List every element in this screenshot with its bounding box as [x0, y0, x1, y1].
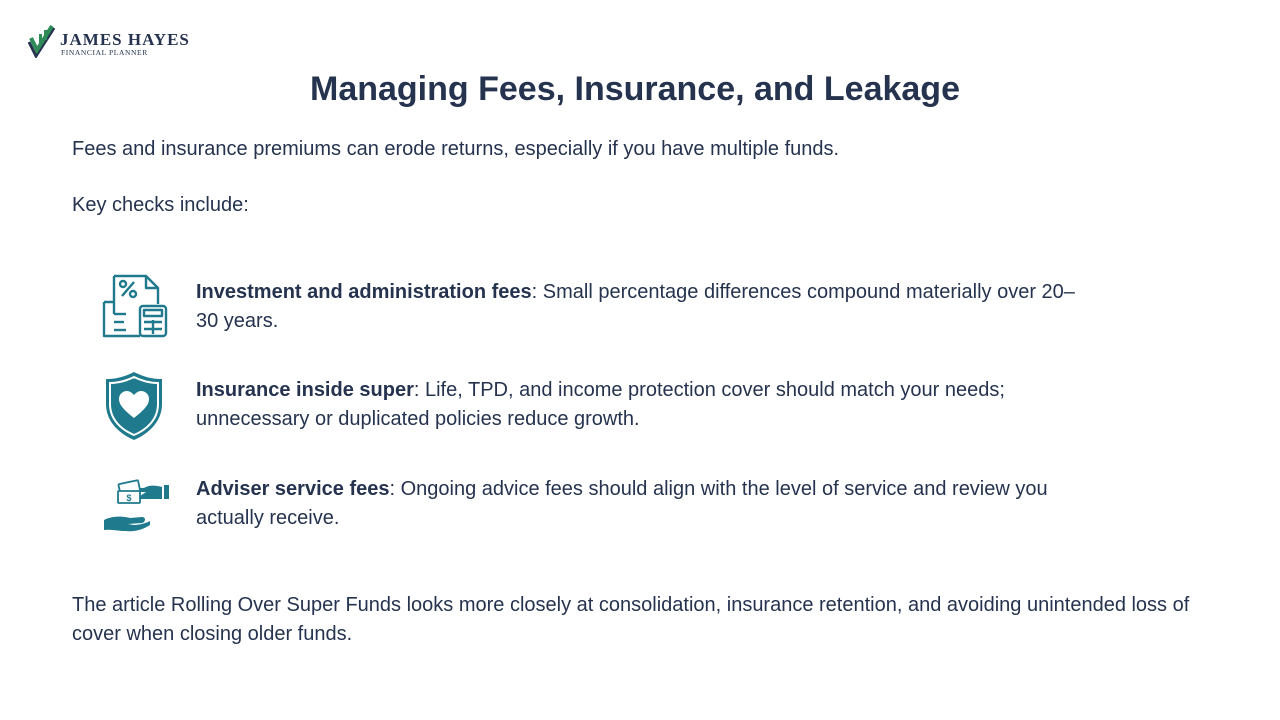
key-check-description: : Small percentage differences compound materially over 20–30 years.	[196, 281, 1075, 332]
key-check-heading: Insurance inside super	[196, 379, 414, 401]
svg-text:$: $	[126, 493, 132, 503]
logo-name: JAMES HAYES	[60, 30, 190, 49]
money-hand-icon	[100, 479, 172, 535]
key-check-text	[196, 278, 1096, 336]
key-checks-label: Key checks include:	[72, 194, 249, 216]
key-check-heading: Adviser service fees	[196, 478, 390, 500]
key-check-description: : Ongoing advice fees should align with the level of service and review you actually receive.	[196, 478, 1048, 529]
page-title: Managing Fees, Insurance, and Leakage	[310, 70, 960, 108]
key-check-description: : Life, TPD, and income protection cover should match your needs; unnecessary or duplicated policies reduce growth.	[196, 379, 1005, 430]
key-check-text	[196, 475, 1096, 533]
checkmark-logo-icon	[27, 24, 59, 58]
heart-shield-icon	[100, 370, 172, 442]
outro-text: The article Rolling Over Super Funds looks more closely at consolidation, insurance retention, and avoiding unintended loss of cover when closing older funds.	[72, 594, 1190, 645]
key-check-heading: Investment and administration fees	[196, 281, 532, 303]
intro-text: Fees and insurance premiums can erode returns, especially if you have multiple funds.	[72, 138, 840, 160]
logo-subtitle: FINANCIAL PLANNER	[61, 48, 148, 57]
key-check-text	[196, 376, 1096, 434]
logo	[27, 24, 207, 60]
fee-document-calculator-icon	[100, 274, 172, 340]
